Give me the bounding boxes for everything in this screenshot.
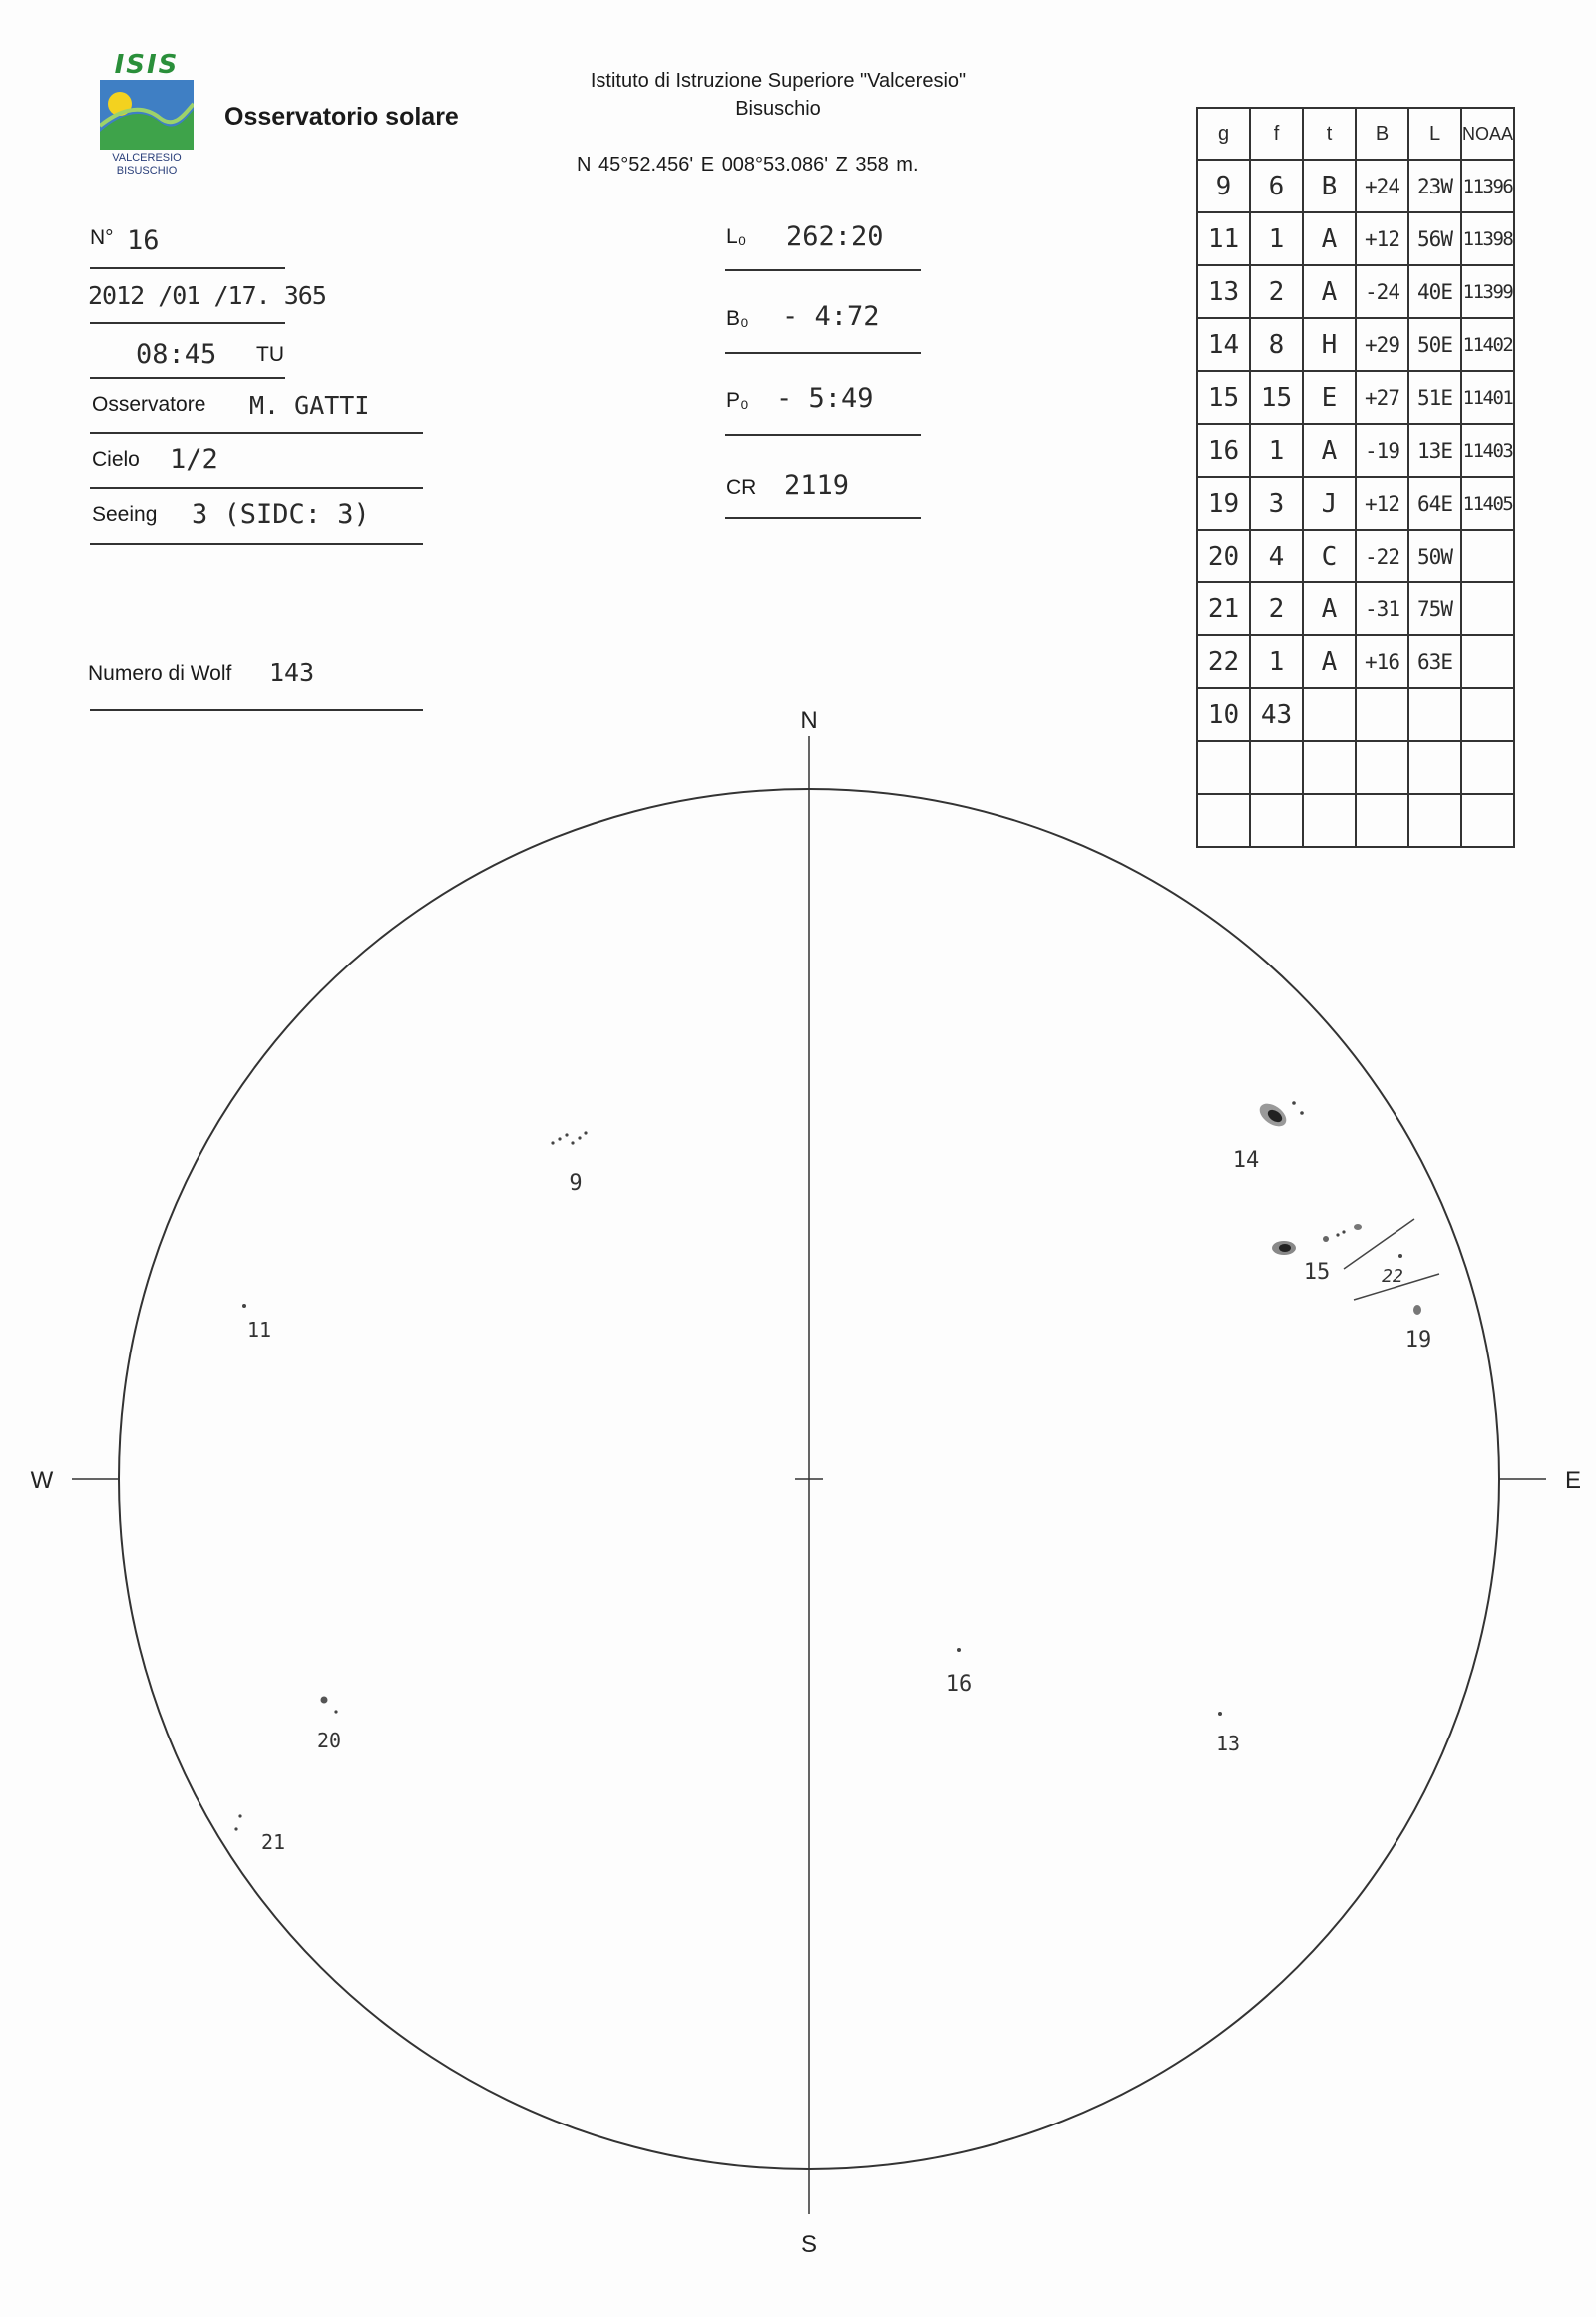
- b0-label: B₀: [726, 307, 749, 330]
- header-cell-t: t: [1303, 108, 1356, 160]
- table-cell: B: [1303, 160, 1356, 212]
- group-label-16: 16: [945, 1672, 973, 1697]
- sunspot-group-20: [321, 1697, 338, 1714]
- table-cell: 4: [1250, 530, 1303, 582]
- sunspot-group-21: [234, 1814, 241, 1830]
- number-value: 16: [127, 225, 160, 256]
- header-cell-b: B: [1356, 108, 1408, 160]
- table-cell: +16: [1356, 635, 1408, 688]
- table-cell: 11405: [1461, 477, 1514, 530]
- cr-label: CR: [726, 476, 757, 499]
- table-cell: 64E: [1408, 477, 1461, 530]
- table-cell: 11398: [1461, 212, 1514, 265]
- logo-line2: BISUSCHIO: [116, 165, 178, 177]
- table-cell: 23W: [1408, 160, 1461, 212]
- group-label-22: 22: [1382, 1266, 1403, 1287]
- sky-label: Cielo: [92, 448, 140, 471]
- sunspot-group-13: [1218, 1712, 1222, 1716]
- east-label: E: [1564, 1467, 1582, 1494]
- table-cell: A: [1303, 265, 1356, 318]
- institute-name: Istituto di Istruzione Superiore "Valceresio": [590, 70, 967, 92]
- l0-value: 262:20: [786, 221, 884, 252]
- north-label: N: [800, 707, 818, 734]
- wolf-number-value: 143: [269, 658, 315, 687]
- sunspot-group-16: [957, 1648, 961, 1652]
- wolf-number-label: Numero di Wolf: [88, 662, 232, 685]
- date-value: 2012 /01 /17. 365: [88, 281, 326, 310]
- table-cell: 11396: [1461, 160, 1514, 212]
- sunspot-group-9: [551, 1131, 587, 1144]
- seeing-value: 3 (SIDC: 3): [192, 499, 370, 530]
- table-cell: 43: [1250, 688, 1303, 741]
- table-cell: 19: [1197, 477, 1250, 530]
- table-cell: 1: [1250, 212, 1303, 265]
- table-cell: 2: [1250, 265, 1303, 318]
- south-label: S: [800, 2231, 818, 2258]
- logo-line1: VALCERESIO: [112, 152, 182, 164]
- table-cell: -24: [1356, 265, 1408, 318]
- table-cell: 63E: [1408, 635, 1461, 688]
- table-cell: 16: [1197, 424, 1250, 477]
- group-label-19: 19: [1404, 1328, 1432, 1352]
- table-cell: 13E: [1408, 424, 1461, 477]
- table-cell: 56W: [1408, 212, 1461, 265]
- table-cell: +27: [1356, 371, 1408, 424]
- sunspot-group-22: [1344, 1219, 1439, 1300]
- header-cell-f: f: [1250, 108, 1303, 160]
- table-cell: -19: [1356, 424, 1408, 477]
- time-unit: TU: [256, 343, 284, 366]
- table-cell: 6: [1250, 160, 1303, 212]
- table-cell: 11401: [1461, 371, 1514, 424]
- table-cell: 14: [1197, 318, 1250, 371]
- table-cell: 50W: [1408, 530, 1461, 582]
- group-label-15: 15: [1303, 1260, 1331, 1285]
- table-cell: -22: [1356, 530, 1408, 582]
- header-cell-g: g: [1197, 108, 1250, 160]
- table-cell: 9: [1197, 160, 1250, 212]
- table-cell: 51E: [1408, 371, 1461, 424]
- table-cell: A: [1303, 424, 1356, 477]
- logo-brand: ISIS: [114, 50, 180, 80]
- group-label-21: 21: [260, 1830, 286, 1854]
- group-label-11: 11: [246, 1318, 272, 1342]
- table-cell: J: [1303, 477, 1356, 530]
- table-cell: 15: [1250, 371, 1303, 424]
- table-cell: 21: [1197, 582, 1250, 635]
- table-cell: -31: [1356, 582, 1408, 635]
- group-label-9: 9: [569, 1171, 583, 1196]
- time-value: 08:45: [136, 339, 217, 370]
- table-cell: H: [1303, 318, 1356, 371]
- table-cell: 20: [1197, 530, 1250, 582]
- table-cell: +29: [1356, 318, 1408, 371]
- table-cell: C: [1303, 530, 1356, 582]
- table-cell: 11: [1197, 212, 1250, 265]
- table-cell: 2: [1250, 582, 1303, 635]
- table-cell: +12: [1356, 477, 1408, 530]
- p0-value: - 5:49: [776, 383, 874, 414]
- table-cell: 8: [1250, 318, 1303, 371]
- observer-label: Osservatore: [92, 393, 206, 416]
- group-label-20: 20: [316, 1729, 342, 1752]
- table-cell: 3: [1250, 477, 1303, 530]
- table-cell: 22: [1197, 635, 1250, 688]
- west-label: W: [30, 1467, 54, 1494]
- table-cell: 15: [1197, 371, 1250, 424]
- group-label-14: 14: [1232, 1148, 1260, 1173]
- table-cell: 13: [1197, 265, 1250, 318]
- table-cell: 1: [1250, 635, 1303, 688]
- observatory-title: Osservatorio solare: [224, 103, 459, 131]
- institute-town: Bisuschio: [735, 98, 821, 120]
- table-cell: 75W: [1408, 582, 1461, 635]
- cr-value: 2119: [784, 470, 850, 501]
- table-cell: 10: [1197, 688, 1250, 741]
- p0-label: P₀: [726, 389, 749, 412]
- seeing-label: Seeing: [92, 503, 158, 526]
- table-cell: 11403: [1461, 424, 1514, 477]
- number-label: N°: [90, 226, 114, 249]
- table-cell: 40E: [1408, 265, 1461, 318]
- sky-value: 1/2: [170, 444, 218, 475]
- group-label-13: 13: [1215, 1732, 1241, 1755]
- sunspot-group-19: [1413, 1305, 1421, 1315]
- sunspot-group-11: [242, 1304, 246, 1308]
- table-cell: A: [1303, 212, 1356, 265]
- table-cell: +24: [1356, 160, 1408, 212]
- sunspot-group-15: [1272, 1224, 1362, 1255]
- sunspot-group-14: [1256, 1099, 1304, 1131]
- b0-value: - 4:72: [782, 301, 880, 332]
- table-cell: A: [1303, 635, 1356, 688]
- table-cell: 1: [1250, 424, 1303, 477]
- table-cell: A: [1303, 582, 1356, 635]
- observatory-coordinates: N 45°52.456' E 008°53.086' Z 358 m.: [577, 154, 919, 176]
- table-cell: E: [1303, 371, 1356, 424]
- l0-label: L₀: [726, 225, 747, 248]
- table-cell: 50E: [1408, 318, 1461, 371]
- header-cell-noaa: NOAA: [1461, 108, 1514, 160]
- table-cell: +12: [1356, 212, 1408, 265]
- observer-value: M. GATTI: [249, 391, 370, 420]
- table-cell: 11399: [1461, 265, 1514, 318]
- header-cell-l: L: [1408, 108, 1461, 160]
- table-cell: 11402: [1461, 318, 1514, 371]
